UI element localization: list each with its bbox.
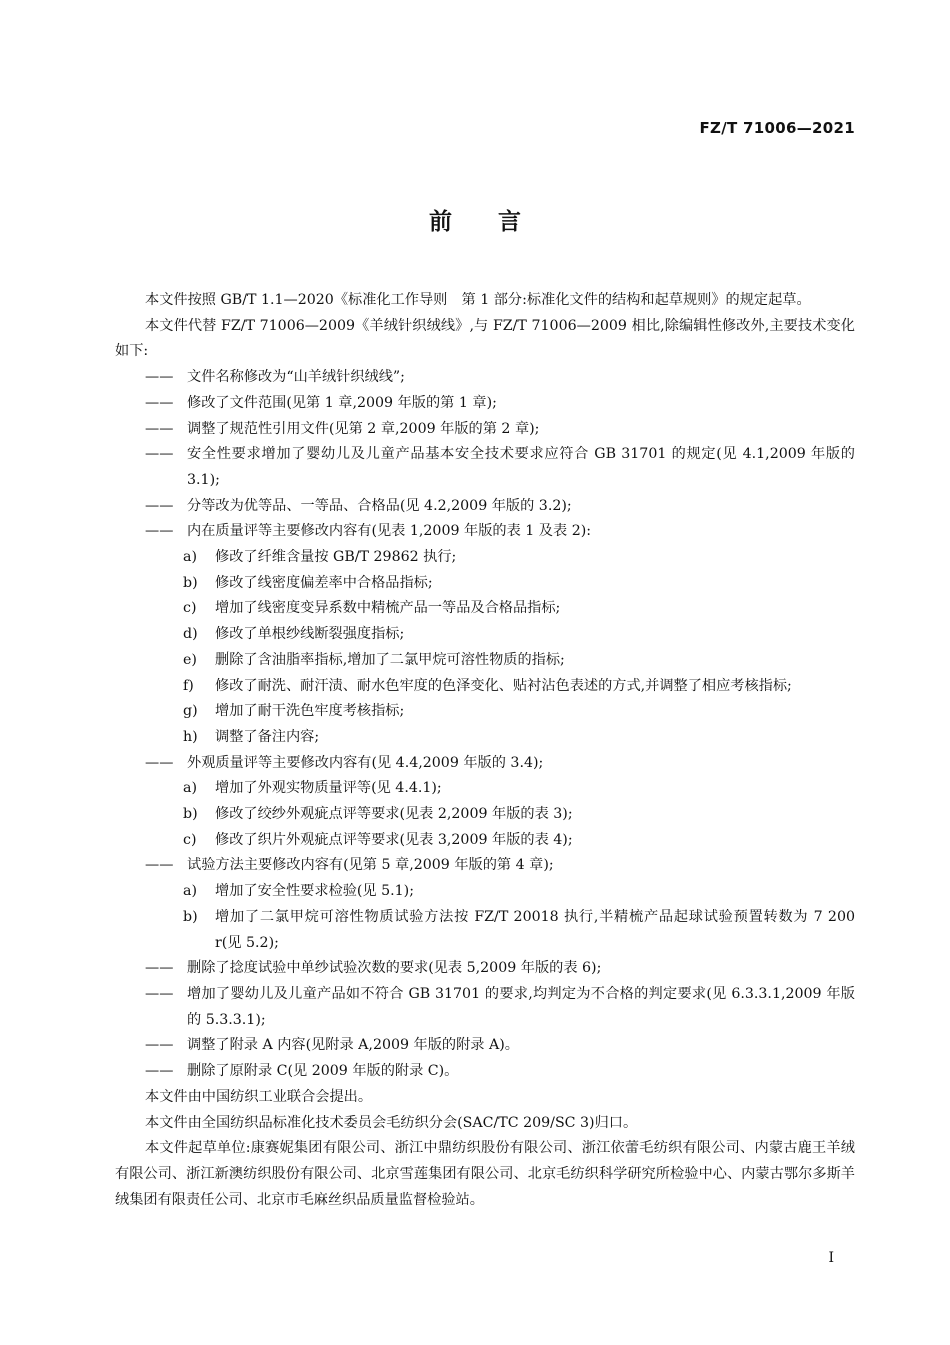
sub-item: a) 增加了外观实物质量评等(见 4.4.1); [183,780,442,797]
paragraph-replacement: 本文件代替 FZ/T 71006—2009《羊绒针织绒线》,与 FZ/T 71006—2009 相比,除编辑性修改外,主要技术变化如下: [115,317,855,360]
change-item: —— 试验方法主要修改内容有(见第 5 章,2009 年版的第 4 章); [145,857,554,874]
sub-item: a) 修改了纤维含量按 GB/T 29862 执行; [183,549,457,566]
paragraph-drafting-units: 本文件起草单位:康赛妮集团有限公司、浙江中鼎纺织股份有限公司、浙江依蕾毛纺织有限公司、内蒙古鹿王羊绒有限公司、浙江新澳纺织股份有限公司、北京雪莲集团有限公司、北京毛纺织科学研究所检验中心、内蒙古鄂尔多斯羊绒集团有限责任公司、北京市毛麻丝织品质量监督检验站。 [115,1140,855,1208]
sub-item: c) 增加了线密度变异系数中精梳产品一等品及合格品指标; [183,600,561,617]
sub-item: g) 增加了耐干洗色牢度考核指标; [183,703,405,720]
sub-item: h) 调整了备注内容; [183,728,320,745]
foreword-body [115,288,855,1213]
change-item: —— 调整了附录 A 内容(见附录 A,2009 年版的附录 A)。 [145,1037,519,1054]
sub-item: b) 增加了二氯甲烷可溶性物质试验方法按 FZ/T 20018 执行,半精梳产品起球试验预置转数为 7 200 r(见 5.2); [183,908,855,951]
change-item: —— 删除了捻度试验中单纱试验次数的要求(见表 5,2009 年版的表 6); [145,960,602,977]
change-item: —— 文件名称修改为“山羊绒针织绒线”; [145,369,405,386]
sub-item: f) 修改了耐洗、耐汗渍、耐水色牢度的色泽变化、贴衬沾色表述的方式,并调整了相应考核指标; [183,677,792,694]
sub-item: b) 修改了绞纱外观疵点评等要求(见表 2,2009 年版的表 3); [183,806,573,823]
paragraph-drafting-rules: 本文件按照 GB/T 1.1—2020《标准化工作导则 第 1 部分:标准化文件的结构和起草规则》的规定起草。 [145,292,811,308]
paragraph-administrator: 本文件由全国纺织品标准化技术委员会毛纺织分会(SAC/TC 209/SC 3)归口。 [145,1114,638,1131]
standard-number: FZ/T 71006—2021 [699,119,855,137]
page-title: 前言 [429,209,567,235]
sub-item: a) 增加了安全性要求检验(见 5.1); [183,883,414,900]
change-item: —— 分等改为优等品、一等品、合格品(见 4.2,2009 年版的 3.2); [145,497,572,514]
change-item: —— 删除了原附录 C(见 2009 年版的附录 C)。 [145,1063,459,1080]
change-item: —— 安全性要求增加了婴幼儿及儿童产品基本安全技术要求应符合 GB 31701 的规定(见 4.1,2009 年版的 3.1); [145,446,855,488]
sub-item: d) 修改了单根纱线断裂强度指标; [183,626,405,643]
change-item: —— 外观质量评等主要修改内容有(见 4.4,2009 年版的 3.4); [145,754,544,771]
change-item: —— 增加了婴幼儿及儿童产品如不符合 GB 31701 的要求,均判定为不合格的判定要求(见 6.3.3.1,2009 年版的 5.3.3.1); [145,985,855,1028]
sub-item: e) 删除了含油脂率指标,增加了二氯甲烷可溶性物质的指标; [183,651,565,668]
paragraph-proposer: 本文件由中国纺织工业联合会提出。 [145,1088,373,1105]
sub-item: c) 修改了织片外观疵点评等要求(见表 3,2009 年版的表 4); [183,831,573,848]
change-item: —— 调整了规范性引用文件(见第 2 章,2009 年版的第 2 章); [145,420,540,437]
sub-item: b) 修改了线密度偏差率中合格品指标; [183,574,433,591]
change-item: —— 修改了文件范围(见第 1 章,2009 年版的第 1 章); [145,394,497,411]
page-number: I [828,1250,834,1266]
change-item: —— 内在质量评等主要修改内容有(见表 1,2009 年版的表 1 及表 2): [145,523,592,540]
